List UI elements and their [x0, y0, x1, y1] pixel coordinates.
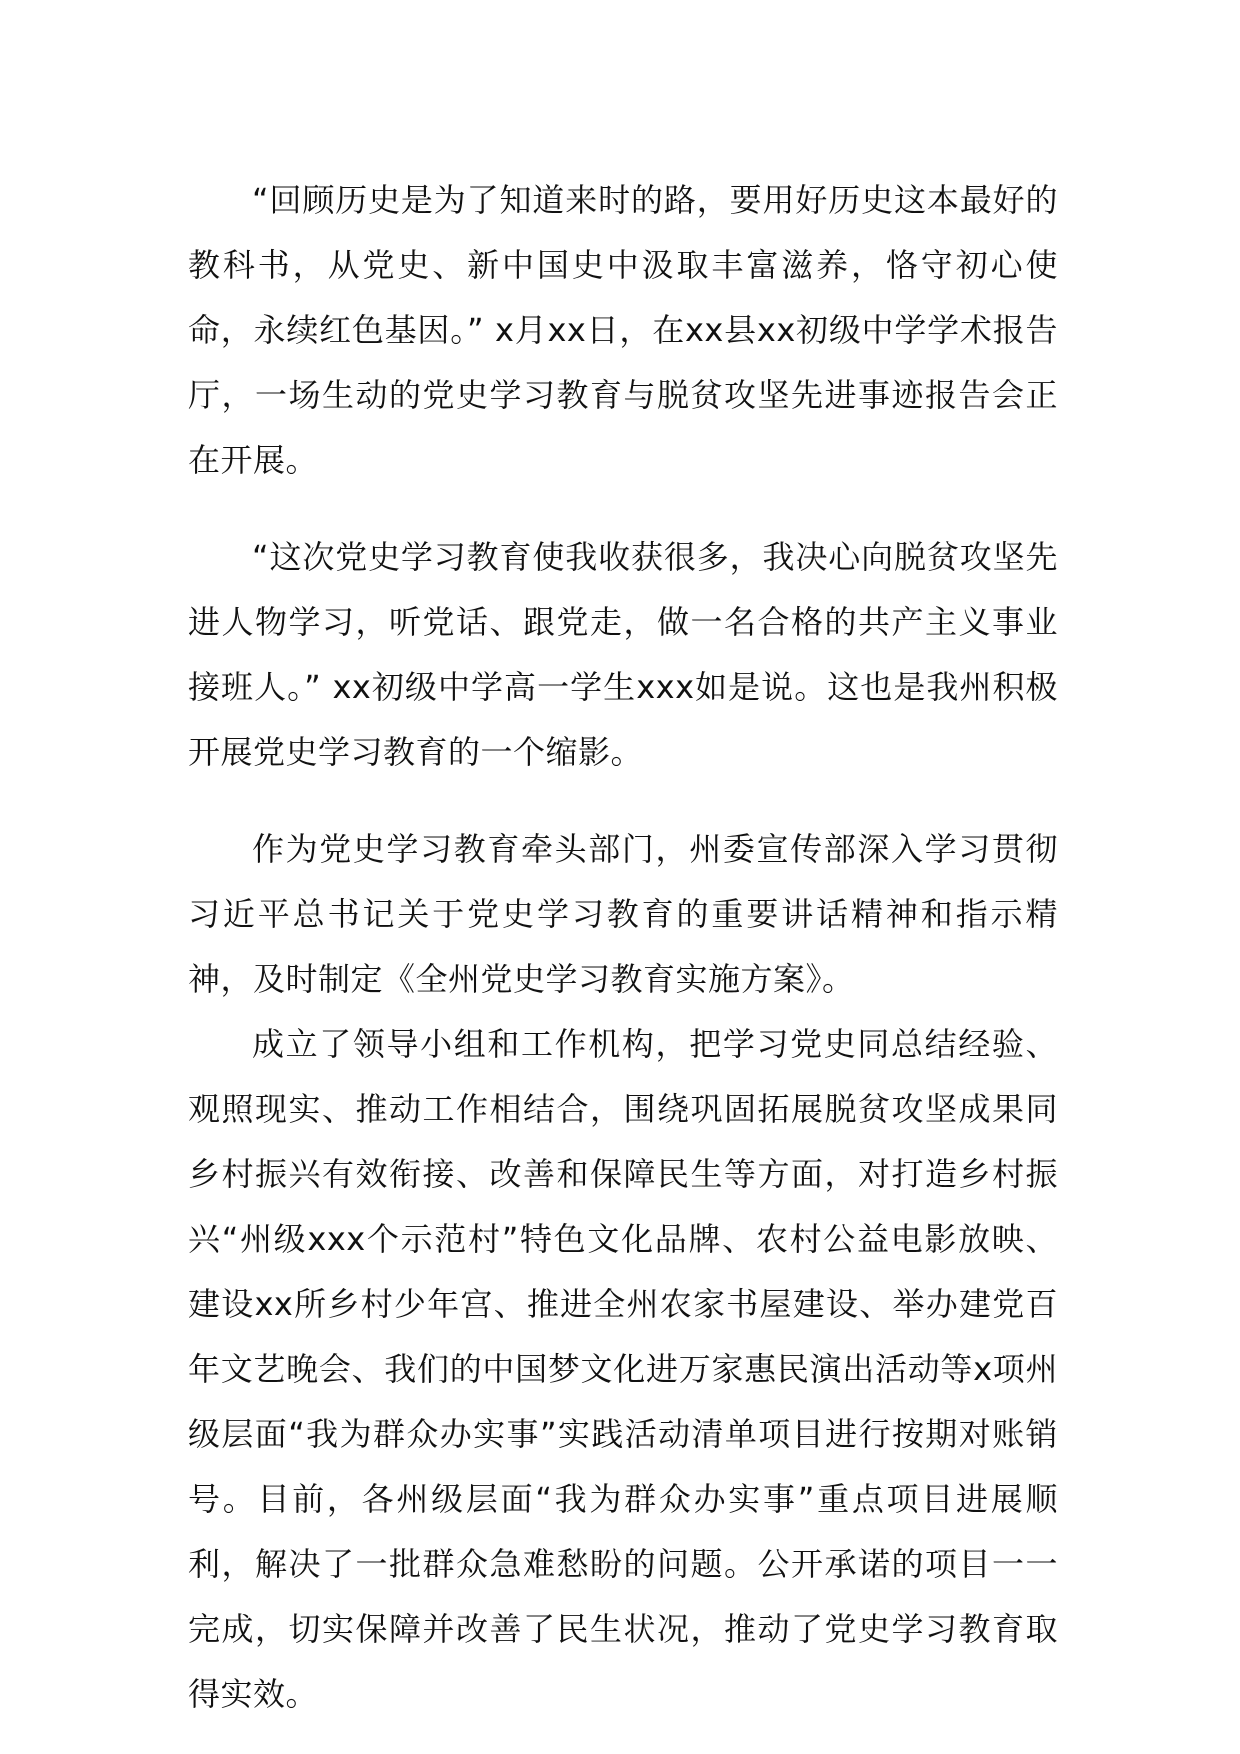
paragraph-4: 成立了领导小组和工作机构，把学习党史同总结经验、观照现实、推动工作相结合，围绕巩固拓展脱贫攻坚成果同乡村振兴有效衔接、改善和保障民生等方面，对打造乡村振兴“州级xxx个示范村”特色文化品牌、农村公益电影放映、建设xx所乡村少年宫、推进全州农家书屋建设、举办建党百年文艺晚会、我们的中国梦文化进万家惠民演出活动等x项州级层面“我为群众办实事”实践活动清单项目进行按期对账销号。目前，各州级层面“我为群众办实事”重点项目进展顺利，解决了一批群众急难愁盼的问题。公开承诺的项目一一完成，切实保障并改善了民生状况，推动了党史学习教育取得实效。: [188, 1025, 1058, 1713]
paragraph-1: “回顾历史是为了知道来时的路，要用好历史这本最好的教科书，从党史、新中国史中汲取丰富滋养，恪守初心使命，永续红色基因。” x月xx日，在xx县xx初级中学学术报告厅，一场生动的党史学习教育与脱贫攻坚先进事迹报告会正在开展。: [188, 181, 1058, 479]
document-body: [188, 168, 1058, 1727]
paragraph-3: 作为党史学习教育牵头部门，州委宣传部深入学习贯彻习近平总书记关于党史学习教育的重要讲话精神和指示精神，及时制定《全州党史学习教育实施方案》。: [188, 830, 1058, 998]
paragraph-2: “这次党史学习教育使我收获很多，我决心向脱贫攻坚先进人物学习，听党话、跟党走，做一名合格的共产主义事业接班人。” xx初级中学高一学生xxx如是说。这也是我州积极开展党史学习教育的一个缩影。: [188, 538, 1058, 771]
